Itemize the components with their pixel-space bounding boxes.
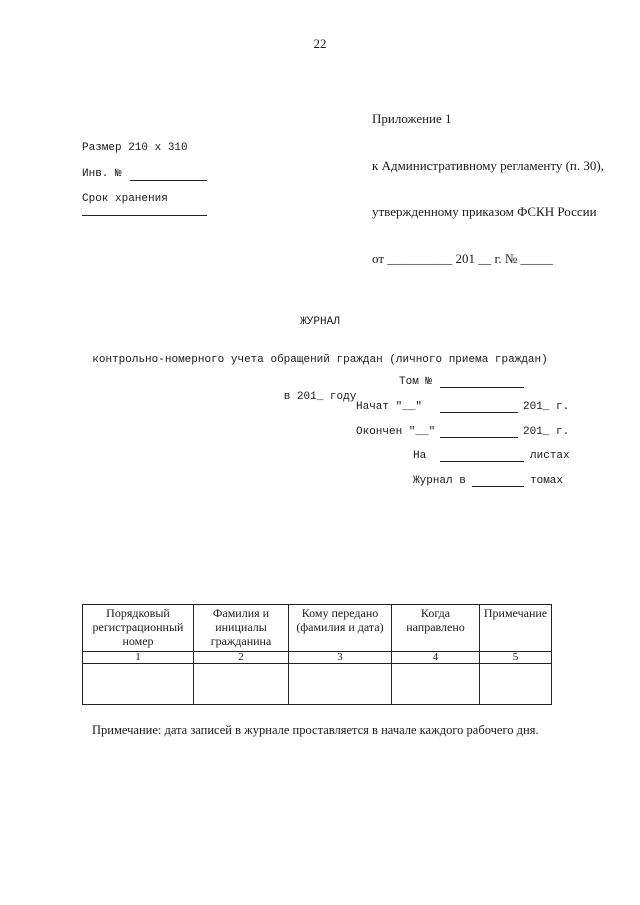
sheets-label: листах (530, 450, 570, 462)
appendix-line-3: утвержденному приказом ФСКН России (372, 204, 597, 219)
empty-cell (480, 664, 552, 705)
started-year: 201_ г. (523, 401, 570, 413)
appendix-block (372, 80, 604, 282)
column-number: 4 (392, 652, 480, 664)
table-header-row (83, 605, 552, 652)
journal-volumes-blank (472, 486, 524, 487)
header-note: Примечание (480, 605, 552, 652)
column-number-row (83, 652, 552, 664)
journal-subtitle: контрольно-номерного учета обращений граждан (личного приема граждан) (92, 353, 548, 366)
sheets-on-label: На (413, 450, 427, 462)
journal-title: ЖУРНАЛ (300, 316, 340, 328)
header-transferred-to: Кому передано (фамилия и дата) (289, 605, 392, 652)
storage-blank (82, 215, 207, 216)
storage-label: Срок хранения (82, 193, 168, 205)
footnote: Примечание: дата записей в журнале проставляется в начале каждого рабочего дня. (92, 723, 539, 737)
ended-year: 201_ г. (523, 426, 570, 438)
ended-label: Окончен "__" (356, 426, 436, 438)
appendix-line-4: от __________ 201 __ г. № _____ (372, 250, 554, 266)
journal-year: в 201_ году (283, 391, 357, 403)
journal-volumes-label: Журнал в (413, 475, 466, 487)
registry-table (82, 604, 552, 705)
journal-heading (0, 291, 640, 416)
header-reg-number: Порядковый регистрационный номер (83, 605, 194, 652)
column-number: 2 (194, 652, 289, 664)
volume-number-blank (440, 387, 524, 388)
column-number: 5 (480, 652, 552, 664)
ended-blank (440, 437, 518, 438)
page-number: 22 (313, 36, 327, 51)
header-full-name: Фамилия и инициалы гражданина (194, 605, 289, 652)
empty-cell (392, 664, 480, 705)
column-number: 1 (83, 652, 194, 664)
appendix-line-2: к Административному регламенту (п. 30), (372, 157, 604, 173)
volume-number-label: Том № (399, 376, 433, 388)
started-blank (440, 412, 518, 413)
format-size: Размер 210 х 310 (82, 142, 188, 154)
inventory-blank (130, 180, 207, 181)
appendix-line-1: Приложение 1 (372, 111, 452, 126)
header-sent-when: Когда направлено (392, 605, 480, 652)
column-number: 3 (289, 652, 392, 664)
empty-cell (83, 664, 194, 705)
sheets-blank (440, 461, 524, 462)
volumes-label: томах (530, 475, 564, 487)
inventory-label: Инв. № (82, 168, 122, 180)
empty-cell (194, 664, 289, 705)
started-label: Начат "__" (356, 401, 423, 413)
empty-cell (289, 664, 392, 705)
table-row (83, 664, 552, 705)
